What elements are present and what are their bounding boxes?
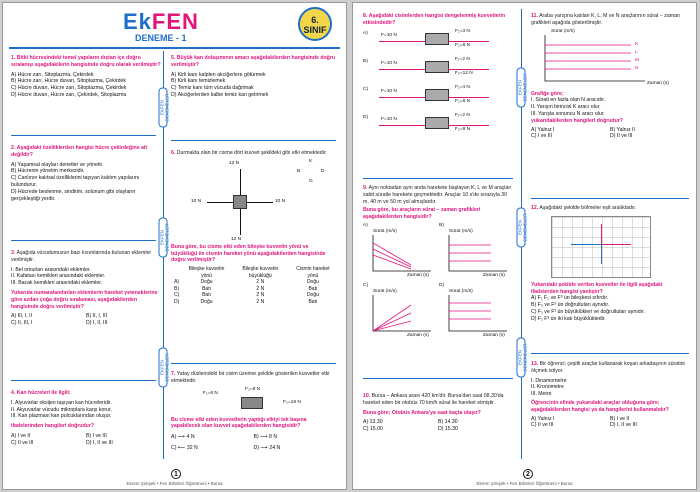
option: D) F₁ F³ ün iki katı büyüklüktedir. (531, 315, 606, 322)
exam-title: DENEME - 1 (135, 33, 187, 43)
question-3: 3. Aşağıda vücudumuzun bazı kısımlarında bulunan eklemler verilmiştir. I. Bel omurları arasındaki eklemler. II. Kafatası kemikleri arasındaki eklemler. III. Bacak kemikleri arasındaki eklemler. Yukarıda numaralandırılan eklemlerin hareket yeteneklerine göre azdan çoğa doğru sıralaması, aşağıdakilerden hangisinde doğru verilmiştir? A) III, I, II B) II, I, III C) II, III, I D) I, II, III (11, 250, 161, 327)
option: B) F₃ ve F³ ün doğrultuları aynıdır. (531, 302, 610, 309)
option: B) Kirli kanı temizlemek (171, 78, 226, 85)
side-label: EKFEN DENEMELER (159, 218, 168, 258)
option: B) Yalnız II (610, 126, 635, 133)
option: D) Akciğerlerden kalbe temiz kan getirmek (171, 91, 269, 98)
header-rule (9, 47, 340, 49)
option: A) Yalnız I (531, 126, 555, 133)
option: B) Hücre zarı, Hücre duvarı, Sitoplazma, Çekirdek (11, 78, 127, 85)
separator (531, 198, 689, 199)
option: A) III, I, II (11, 313, 33, 320)
option: D) 15.30 (438, 426, 458, 433)
speed-time-options: A) B) C) D) Sürat (m/s) Sürat (m/s) Sürat (m/s) Sürat (m/s) Zaman (s) Zaman (s) Zaman (s) Zaman (s) (363, 223, 513, 341)
page-2 (352, 2, 697, 490)
race-graph: Sürat (m/s) K L M N Zaman (s) (531, 29, 689, 91)
option: C) F₁ ve F³ ün büyüklükleri ve doğrultuları aynıdır. (531, 308, 645, 315)
answer-table: Bileşke kuvvetin yönü Bileşke kuvvetin büyüklüğü Cismin hareket yönü A) Doğu 2 N Doğu B) Batı 2 N Batı C) Batı 2 N Doğu D) Doğu 2 N Batı (174, 266, 330, 305)
option: C) Canlının kalıtsal özelliklerini taşıyan kalıtım yapılarını bulundurur. (11, 175, 140, 188)
object-box (233, 195, 247, 209)
question-1: 1. Bitki hücresindeki temel yapıların dıştan içe doğru sıralanışı aşağıdakilerin hangisinde doğru olarak verilmiştir? A) Hücre zarı, Sitoplazma, Çekirdek B) Hücre zarı, Hücre duvarı, Sitoplazma, Çekirdek C) Hücre duvarı, Hücre zarı, Sitoplazma, Çekirdek D) Hücre duvarı, Hücre zarı, Çekirdek, Sitoplazma (11, 55, 161, 98)
option: B) II, I, III (86, 313, 108, 320)
option: A) F₁ F₂ ve F³ ün bileşkesi sıfırdır. (531, 295, 609, 302)
question-8: 8. Aşağıdaki cisimlerden hangisi dengelenmiş kuvvetlerin etkisindedir? A) B) C) D) F=10 N F=10 N F=10 N F=10 N F₁=3 N F₂=6 N F₁=2 N F₂=12 N F₁=4 N F₂=6 N F₁=2 N F₂=8 N (363, 13, 513, 141)
question-11: 11. Araba yarışına katılan K, L, M ve N araçlarının sürat – zaman grafikleri aşağıda gösterilmiştir. Sürat (m/s) K L M N Zaman (s) Grafiğe göre; I. Sürati en fazla olan N aracıdır. II. Yarışın birincisi K aracı olur. III. Yarışta sonuncu N aracı olur. yukarıdakilerden hangileri doğrudur? A) Yalnız I B) Yalnız II C) I ve III D) II ve III (531, 13, 689, 140)
question-10: 10. Bursa – Ankara arası 420 km'dir. Bursa'dan saat 08.30'da hareket eden bir otobüs 70 km/h sürat ile hareket etmiştir. Buna göre; Otobüs Ankara'ya saat kaçta ulaşır? A) 13.30 B) 14.30 C) 15.00 D) 15.30 (363, 393, 513, 433)
page-footer: Ekrem Şimşek • Fen Bilimleri Öğretmeni • Bursa (476, 481, 573, 486)
option: D) Hücrede beslenme, sindirim, solunum gibi olayların gerçekleştiği yerdir. (11, 188, 136, 202)
question-12: 12. Aşağıdaki şekilde bölmeler eşit aralıktadır. Yukarıdaki şekilde verilen kuvvetler ile ilgili aşağıdaki ifadelerden hangisi yanlıştır? A) F₁ F₂ ve F³ ün bileşkesi sıfırdır. B) F₃ ve F³ ün doğrultuları aynıdır. C) F₁ ve F³ ün büyüklükleri ve doğrultuları aynıdır. D) F₁ F³ ün iki katı büyüklüktedir. (531, 205, 689, 323)
logo: EkFEN (123, 9, 199, 34)
option: A) Yaşamsal olayları denetler ve yönetir. (11, 161, 104, 168)
question-5: 5. Büyük kan dolaşımının amacı aşağıdakilerden hangisinde doğru verilmiştir? A) Kirli kanı kalpten akciğerlere götürmek B) Kirli kanı temizlemek C) Temiz kanı tüm vücuda dağıtmak D) Akciğerlerden kalbe temiz kan getirmek (171, 55, 336, 98)
question-6: 6. Durmakta olan bir cisme dört kuvvet şekildeki gibi etki etmektedir. 12 N 10 N 12 N 10 N K B D G Buna göre, bu cisme etki eden bileşke kuvvetin yönü ve büyüklüğü ile cismin hareket yönü aşağıdakilerden hangisinde doğru verilmiştir? Bileşke kuvvetin yönü Bileşke kuvvetin büyüklüğü Cismin hareket yönü A) Doğu 2 N Doğu B) Batı 2 N Batı C) Batı 2 N Doğu D) Doğu 2 N Batı (171, 150, 336, 305)
grade-badge: 6. SINIF (298, 7, 332, 41)
question-7: 7. Yatay düzlemdeki bir cisim üzerine şekilde gösterilen kuvvetler etki etmektedir. F₁=6 N F₂=8 N F₃=18 N Bu cisme etki eden kuvvetlerin yaptığı etkiyi tek başına yapabilecek olan kuvvet aşağıdakilerden hangisidir? A) ⟶ 4 N B) ⟶ 8 N C) ⟵ 32 N D) ⟶ 24 N (171, 371, 336, 452)
option: C) II ve III (11, 439, 34, 446)
separator (11, 240, 156, 241)
option: C) 15.00 (363, 426, 383, 433)
page-header (3, 3, 346, 47)
separator (171, 363, 336, 364)
option: B) 14.30 (438, 419, 458, 426)
option: C) I ve III (531, 133, 553, 140)
balanced-forces-options: A) B) C) D) F=10 N F=10 N F=10 N F=10 N F₁=3 N F₂=6 N F₁=2 N F₂=12 N F₁=4 N F₂=6 N F₁=2 N F₂=8 N (363, 29, 513, 141)
option: C) Hücre duvarı, Hücre zarı, Sitoplazma, Çekirdek (11, 85, 127, 92)
option: C) II ve III (531, 422, 554, 429)
side-label-bar: EKFEN DENEMELER EKFEN DENEMELER EKFEN DENEMELER (516, 23, 526, 459)
question-2: 2. Aşağıdaki özelliklerden hangisi hücre çekirdeğine ait değildir? A) Yaşamsal olayları denetler ve yönetir. B) Hücrenin yönetim merkezidir. C) Canlının kalıtsal özelliklerini taşıyan kalıtım yapılarını bulundurur. D) Hücrede beslenme, sindirim, solunum gibi olayların gerçekleştiği yerdir. (11, 145, 161, 202)
option: B) I ve III (86, 432, 107, 439)
option: A) Yalnız I (531, 415, 555, 422)
option: A) 13.30 (363, 419, 383, 426)
page-number: 2 (523, 469, 533, 479)
separator (363, 378, 513, 379)
question-13: 13. Bir öğrenci; çeşitli araçlar kullanarak koşan arkadaşının süratini ölçmek istiyor. I. Dinamometre II. Kronometre III. Metre Öğrencinin elinde yukarıdaki araçlar olduğuna göre; aşağıdakilerden hangisi ya da hangilerini kullanmalıdır? A) Yalnız I B) I ve II C) II ve III D) I, II ve III (531, 361, 689, 429)
force-diagram: 12 N 10 N 12 N 10 N K B D G (191, 158, 325, 242)
question-9: 9. Aynı noktadan aynı anda harekete başlayan K, L ve M araçları sabit süratle harekete geçmektedir. Araçlar 10 s'de sırasıyla 30 m, 40 m ve 50 m yol almışlardır. Buna göre, bu araçların sürat – zaman grafikleri aşağıdakilerden hangisidir? A) B) C) D) Sürat (m/s) Sürat (m/s) Sürat (m/s) Sürat (m/s) Zaman (s) Zaman (s) Zaman (s) Zaman (s) (363, 185, 513, 341)
option: D) Hücre duvarı, Hücre zarı, Çekirdek, Sitoplazma (11, 91, 127, 98)
side-label: EKFEN DENEMELER (159, 348, 168, 388)
option: D) II ve III (610, 133, 633, 140)
separator (363, 178, 513, 179)
option: B) Hücrenin yönetim merkezidir. (11, 168, 85, 175)
option: C) II, III, I (11, 320, 33, 327)
option: D) I, II ve III (610, 422, 637, 429)
page-number: 1 (171, 469, 181, 479)
option: B) I ve II (610, 415, 630, 422)
option: D) I, II ve III (86, 439, 113, 446)
page-footer: Ekrem Şimşek • Fen Bilimleri Öğretmeni • Bursa (126, 481, 223, 486)
option: A) Kirli kanı kalpten akciğerlere götürmek (171, 71, 266, 78)
option: D) I, II, III (86, 320, 108, 327)
force-diagram-2: F₁=6 N F₂=8 N F₃=18 N (171, 387, 336, 417)
option: A) Hücre zarı, Sitoplazma, Çekirdek (11, 71, 94, 78)
separator (11, 380, 156, 381)
page-1 (2, 2, 347, 490)
option: C) Temiz kanı tüm vücuda dağıtmak (171, 85, 254, 92)
separator (531, 353, 689, 354)
grid-force-figure (531, 214, 689, 282)
question-4: 4. Kan hücreleri ile ilgili; I. Alyuvarlar oksijen taşıyan kan hücreleridir. II. Akyuvarlar vücudu mikroplara karşı korur. III. Kan plazması kan pulcuklarından oluşur. ifadelerinden hangileri doğrudur? A) I ve II B) I ve III C) II ve III D) I, II ve III (11, 390, 161, 447)
option: A) I ve II (11, 432, 31, 439)
side-label: EKFEN DENEMELER (159, 88, 168, 128)
separator (171, 140, 336, 141)
separator (11, 135, 156, 136)
